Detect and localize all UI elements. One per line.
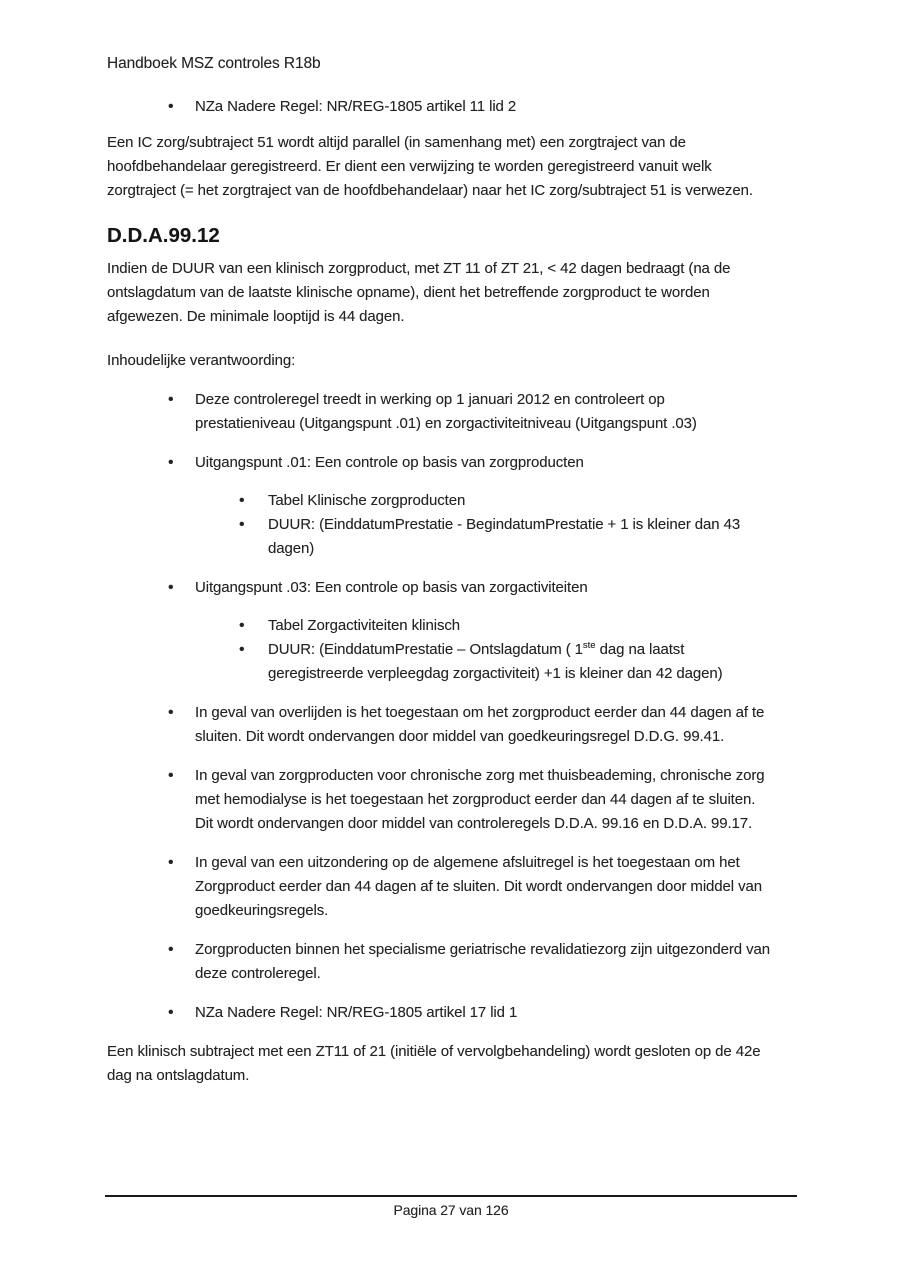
page-number: Pagina 27 van 126 [393, 1202, 509, 1218]
text-line: ontslagdatum van de laatste klinische opname), dient het betreffende zorgproduct te worden [107, 284, 710, 301]
bullet-icon [168, 451, 195, 475]
bullet-text [195, 576, 588, 600]
bullet-icon [239, 489, 268, 513]
list-item [107, 1001, 807, 1025]
bullet-text [268, 614, 460, 638]
bullet-text [195, 95, 516, 119]
page-footer [105, 1195, 797, 1219]
text-line: In geval van overlijden is het toegestaan om het zorgproduct eerder dan 44 dagen af te [195, 704, 765, 721]
text-line: NZa Nadere Regel: NR/REG-1805 artikel 17 lid 1 [195, 1004, 518, 1021]
text-line: Tabel Zorgactiviteiten klinisch [268, 617, 460, 634]
text-line: met hemodialyse is het toegestaan het zorgproduct eerder dan 44 dagen af te sluiten. [195, 791, 756, 808]
list-item [107, 513, 807, 561]
text-line: NZa Nadere Regel: NR/REG-1805 artikel 11 lid 2 [195, 98, 517, 115]
bullet-text [195, 1001, 517, 1025]
bullet-text [195, 851, 762, 923]
text-line: Zorgproduct eerder dan 44 dagen af te sluiten. Dit wordt ondervangen door middel van [195, 878, 762, 895]
text-line: Tabel Klinische zorgproducten [268, 492, 466, 509]
list-item [107, 638, 807, 686]
text-line: goedkeuringsregels. [195, 902, 329, 919]
bullet-icon [168, 95, 195, 119]
text-line: zorgtraject (= het zorgtraject van de hoofdbehandelaar) naar het IC zorg/subtraject 51 is verwezen. [107, 182, 753, 199]
bullet-icon [239, 638, 268, 662]
bullet-text [268, 513, 740, 561]
text-line: sluiten. Dit wordt ondervangen door middel van goedkeuringsregel D.D.G. 99.41. [195, 728, 725, 745]
list-item [107, 764, 807, 836]
text-line: Zorgproducten binnen het specialisme geriatrische revalidatiezorg zijn uitgezonderd van [195, 941, 770, 958]
section-paragraph [107, 257, 807, 329]
list-item [107, 451, 807, 475]
verantwoording-label: Inhoudelijke verantwoording: [107, 352, 296, 369]
text-line: DUUR: (EinddatumPrestatie - BegindatumPrestatie + 1 is kleiner dan 43 [268, 516, 741, 533]
bullet-icon [239, 513, 268, 537]
text-line: Uitgangspunt .01: Een controle op basis van zorgproducten [195, 454, 584, 471]
list-item [107, 938, 807, 986]
bullet-text [195, 938, 770, 986]
intro-paragraph [107, 131, 807, 203]
text-line: geregistreerde verpleegdag zorgactiviteit) +1 is kleiner dan 42 dagen) [268, 665, 723, 682]
bullet-text [195, 701, 764, 749]
bullet-list [107, 388, 807, 1025]
list-item [107, 576, 807, 600]
bullet-icon [168, 938, 195, 962]
bullet-text [195, 451, 584, 475]
bullet-icon [168, 701, 195, 725]
section-heading: D.D.A.99.12 [107, 224, 220, 247]
nested-bullet-list [107, 614, 807, 686]
bullet-icon [168, 851, 195, 875]
text-line: hoofdbehandelaar geregistreerd. Er dient een verwijzing te worden geregistreerd vanuit welk [107, 158, 712, 175]
text-line: In geval van een uitzondering op de algemene afsluitregel is het toegestaan om het [195, 854, 740, 871]
text-line: DUUR: (EinddatumPrestatie – Ontslagdatum ( 1ste dag na laatst [268, 640, 685, 658]
page-content [107, 0, 807, 1088]
text-line: In geval van zorgproducten voor chronische zorg met thuisbeademing, chronische zorg [195, 767, 765, 784]
list-item [107, 701, 807, 749]
text-line: Een IC zorg/subtraject 51 wordt altijd parallel (in samenhang met) een zorgtraject van de [107, 134, 686, 151]
list-item [107, 95, 807, 119]
bullet-icon [168, 764, 195, 788]
bullet-text [268, 638, 723, 686]
text-line: Indien de DUUR van een klinisch zorgproduct, met ZT 11 of ZT 21, < 42 dagen bedraagt (na de [107, 260, 731, 277]
bullet-text [195, 388, 697, 436]
bullet-text [195, 764, 765, 836]
nested-bullet-list [107, 489, 807, 561]
list-item [107, 614, 807, 638]
bullet-icon [168, 576, 195, 600]
document-header-title: Handboek MSZ controles R18b [107, 55, 321, 72]
list-item [107, 851, 807, 923]
text-line: prestatieniveau (Uitgangspunt .01) en zorgactiviteitniveau (Uitgangspunt .03) [195, 415, 697, 432]
text-line: dagen) [268, 540, 315, 557]
text-line: Deze controleregel treedt in werking op 1 januari 2012 en controleert op [195, 391, 665, 408]
list-item [107, 489, 807, 513]
closing-paragraph [107, 1040, 807, 1088]
bullet-text [268, 489, 465, 513]
bullet-icon [168, 388, 195, 412]
bullet-icon [168, 1001, 195, 1025]
text-line: Een klinisch subtraject met een ZT11 of 21 (initiële of vervolgbehandeling) wordt gesloten op de 42e [107, 1043, 761, 1060]
text-line: Uitgangspunt .03: Een controle op basis van zorgactiviteiten [195, 579, 588, 596]
list-item [107, 388, 807, 436]
text-line: deze controleregel. [195, 965, 321, 982]
text-line: afgewezen. De minimale looptijd is 44 dagen. [107, 308, 405, 325]
bullet-icon [239, 614, 268, 638]
text-line: dag na ontslagdatum. [107, 1067, 250, 1084]
text-line: Dit wordt ondervangen door middel van controleregels D.D.A. 99.16 en D.D.A. 99.17. [195, 815, 753, 832]
